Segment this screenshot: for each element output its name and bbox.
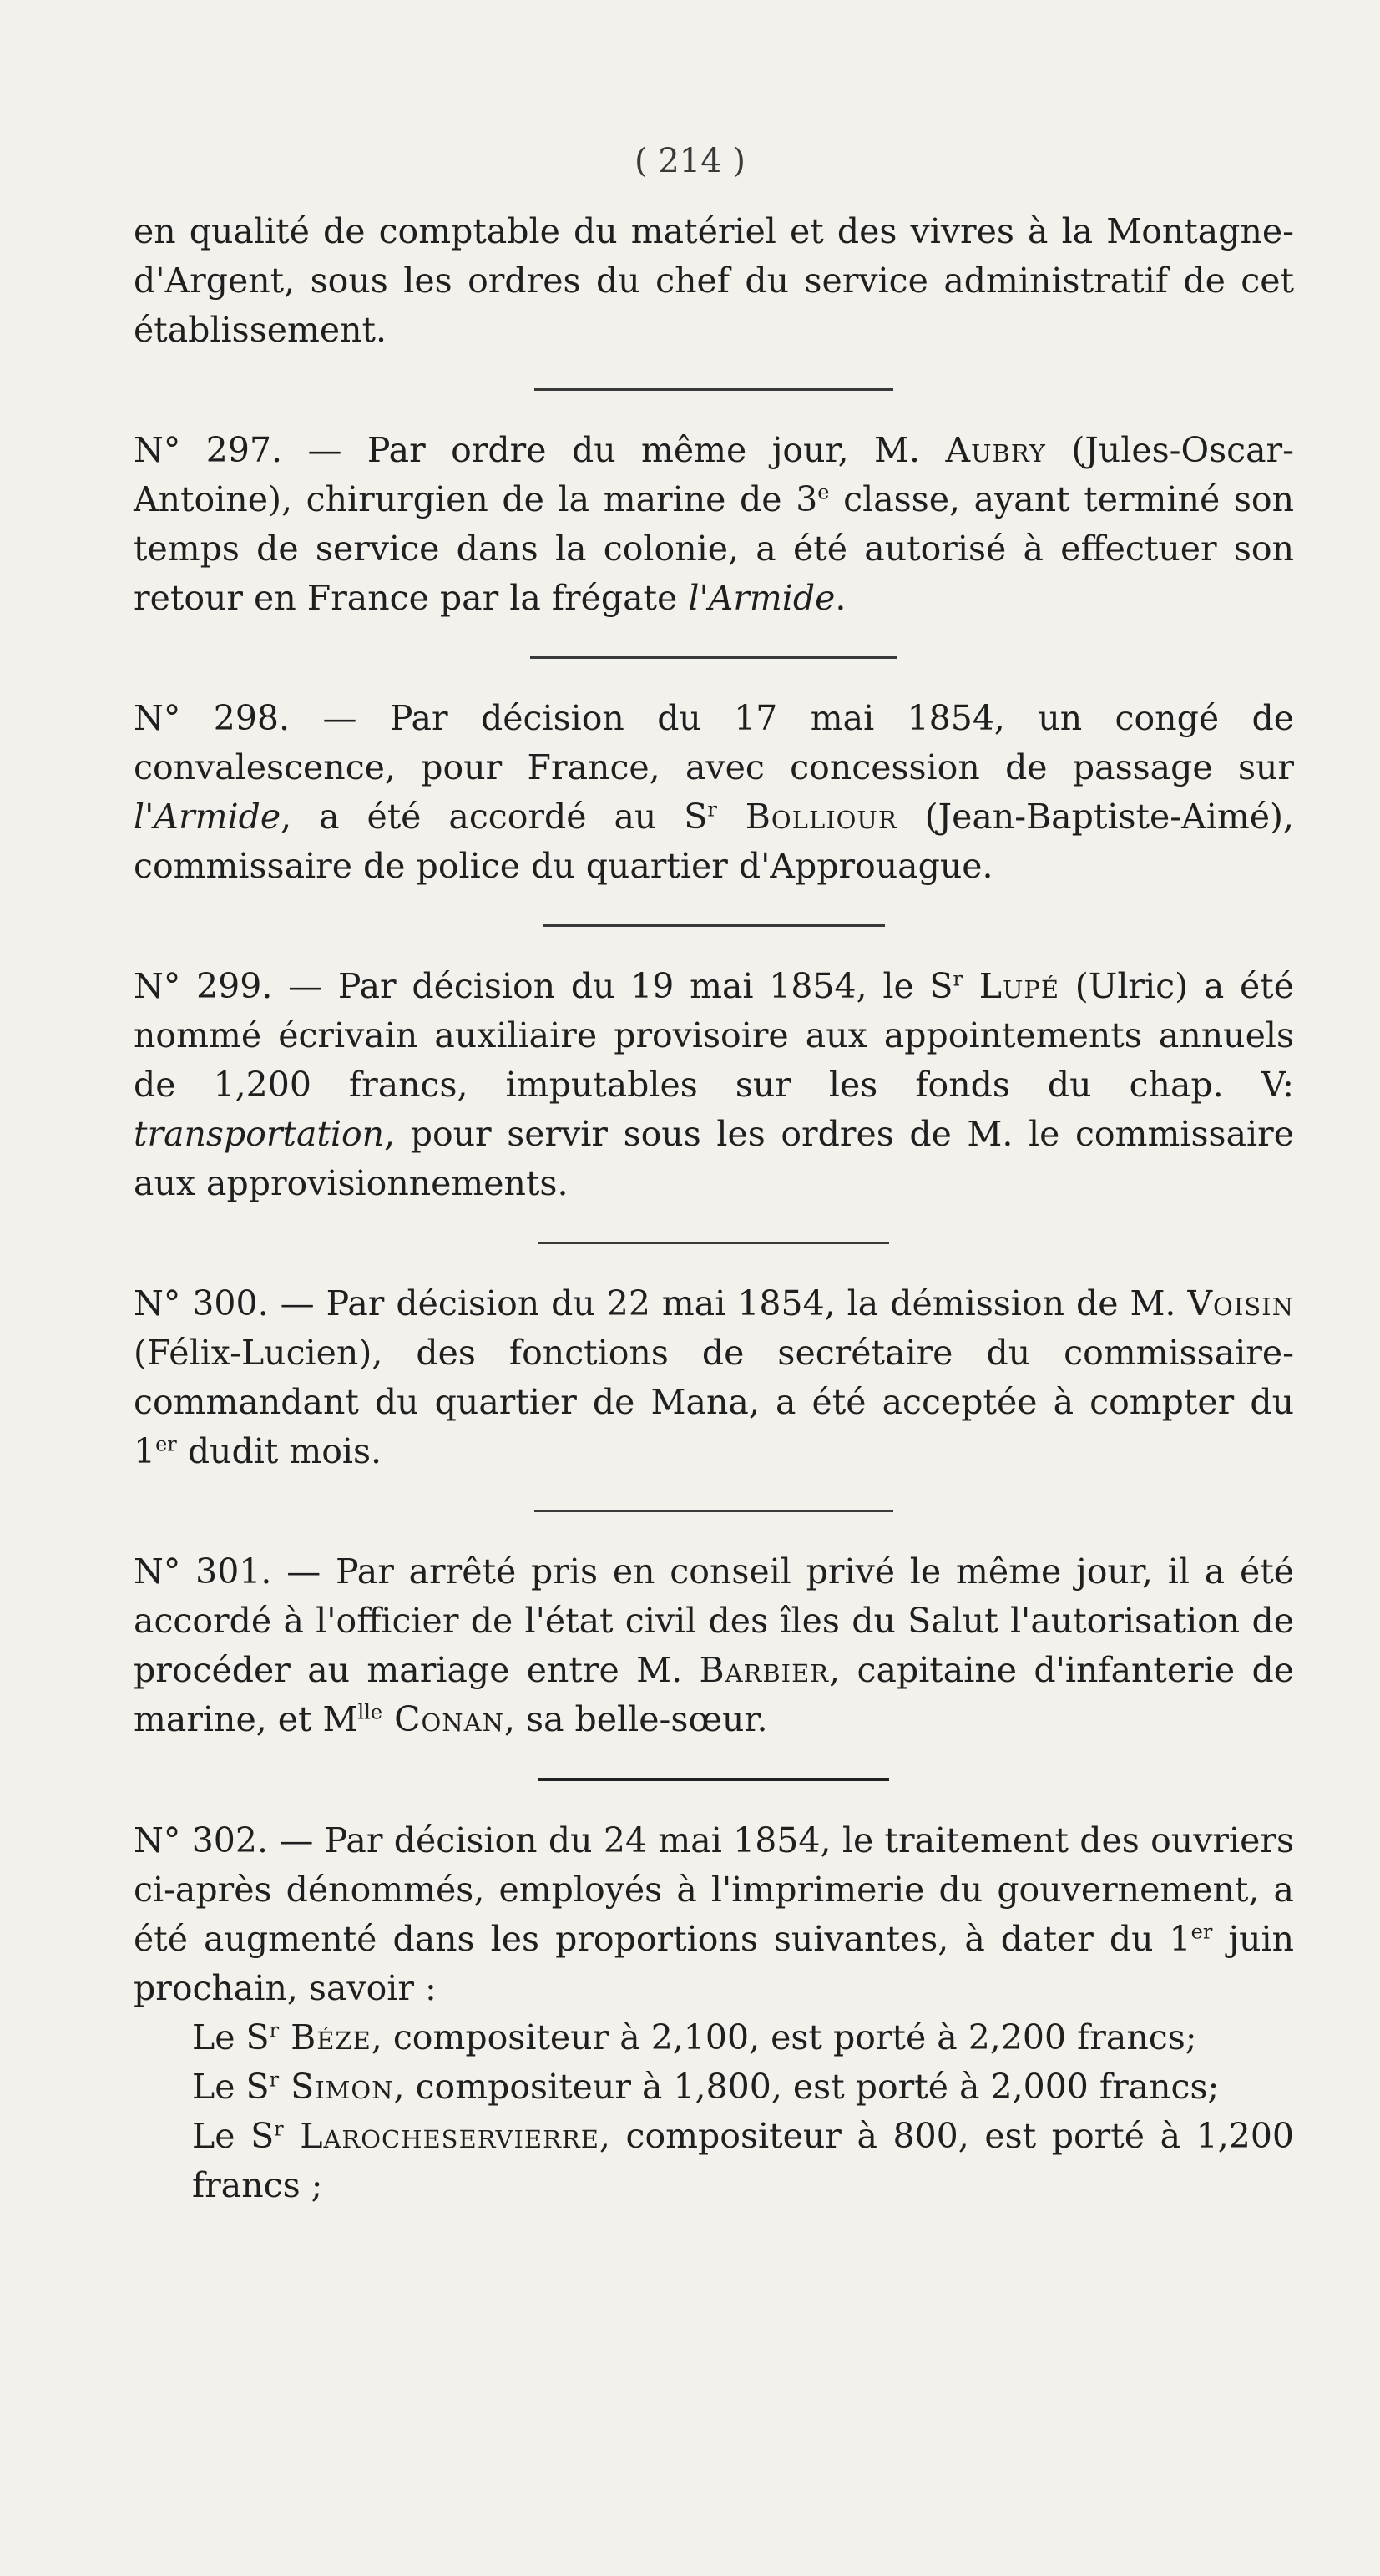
person-name: Larocheservierre [283, 2116, 599, 2156]
entry-299: N° 299. — Par décision du 19 mai 1854, le $S^r$ Lupé (Ulric) a été nommé écrivain auxiliaire provisoire aux appointements annuels de 1,200 francs, imputables sur les fonds du chap. V: transportation, pour servir sous les ordres de M. le commissaire aux approvisionnements. [134, 966, 1294, 1203]
section-divider [543, 924, 885, 927]
person-name: Voisin [1187, 1283, 1294, 1323]
section-divider [534, 1510, 893, 1512]
person-name: Bolliour [716, 797, 897, 837]
section-divider [538, 1242, 889, 1244]
ship-name: l'Armide [688, 578, 836, 618]
worker-line: Le $S^r$ Béze, compositeur à 2,100, est porté à 2,200 francs; [192, 2017, 1197, 2057]
entry-300: N° 300. — Par décision du 22 mai 1854, la démission de M. Voisin (Félix-Lucien), des fonctions de secrétaire du commissaire-commandant du quartier de Mana, a été acceptée à compter du 1er dudit mois. [134, 1283, 1294, 1471]
intro-paragraph: en qualité de comptable du matériel et des vivres à la Montagne-d'Argent, sous les ordres du chef du service administratif de cet établissement. [134, 211, 1294, 350]
person-name: Barbier [699, 1650, 830, 1690]
chapter-title: transportation [134, 1114, 385, 1154]
section-divider [534, 388, 893, 391]
worker-line: Le $S^r$ Simon, compositeur à 1,800, est porté à 2,000 francs; [192, 2067, 1220, 2107]
person-name: Aubry [945, 430, 1046, 470]
page-body [134, 207, 1294, 2210]
entry-301: N° 301. — Par arrêté pris en conseil privé le même jour, il a été accordé à l'officier de l'état civil des îles du Salut l'autorisation de procéder au mariage entre M. Barbier, capitaine d'infanterie de marine, et $M^{lle}$ Conan, sa belle-sœur. [134, 1551, 1294, 1739]
entry-298: N° 298. — Par décision du 17 mai 1854, un congé de convalescence, pour France, avec concession de passage sur l'Armide, a été accordé au $S^r$ Bolliour (Jean-Baptiste-Aimé), commissaire de police du quartier d'Approuague. [134, 698, 1294, 886]
person-name: Béze [279, 2017, 372, 2057]
section-divider [538, 1778, 889, 1781]
person-name: Conan [382, 1699, 504, 1739]
entry-302: N° 302. — Par décision du 24 mai 1854, le traitement des ouvriers ci-après dénommés, employés à l'imprimerie du gouvernement, a été augmenté dans les proportions suivantes, à dater du 1er juin prochain, savoir : [134, 1820, 1295, 2008]
person-name: Lupé [963, 966, 1060, 1006]
ship-name: l'Armide [134, 797, 281, 837]
page-number: ( 214 ) [634, 142, 746, 180]
worker-line: Le $S^r$ Larocheservierre, compositeur à 800, est porté à 1,200 francs ; [192, 2116, 1294, 2205]
person-name: Simon [279, 2067, 394, 2107]
section-divider [530, 656, 897, 659]
entry-297: N° 297. — Par ordre du même jour, M. Aubry (Jules-Oscar-Antoine), chirurgien de la marine de 3e classe, ayant terminé son temps de service dans la colonie, a été autorisé à effectuer son retour en France par la frégate l'Armide. [134, 430, 1294, 618]
